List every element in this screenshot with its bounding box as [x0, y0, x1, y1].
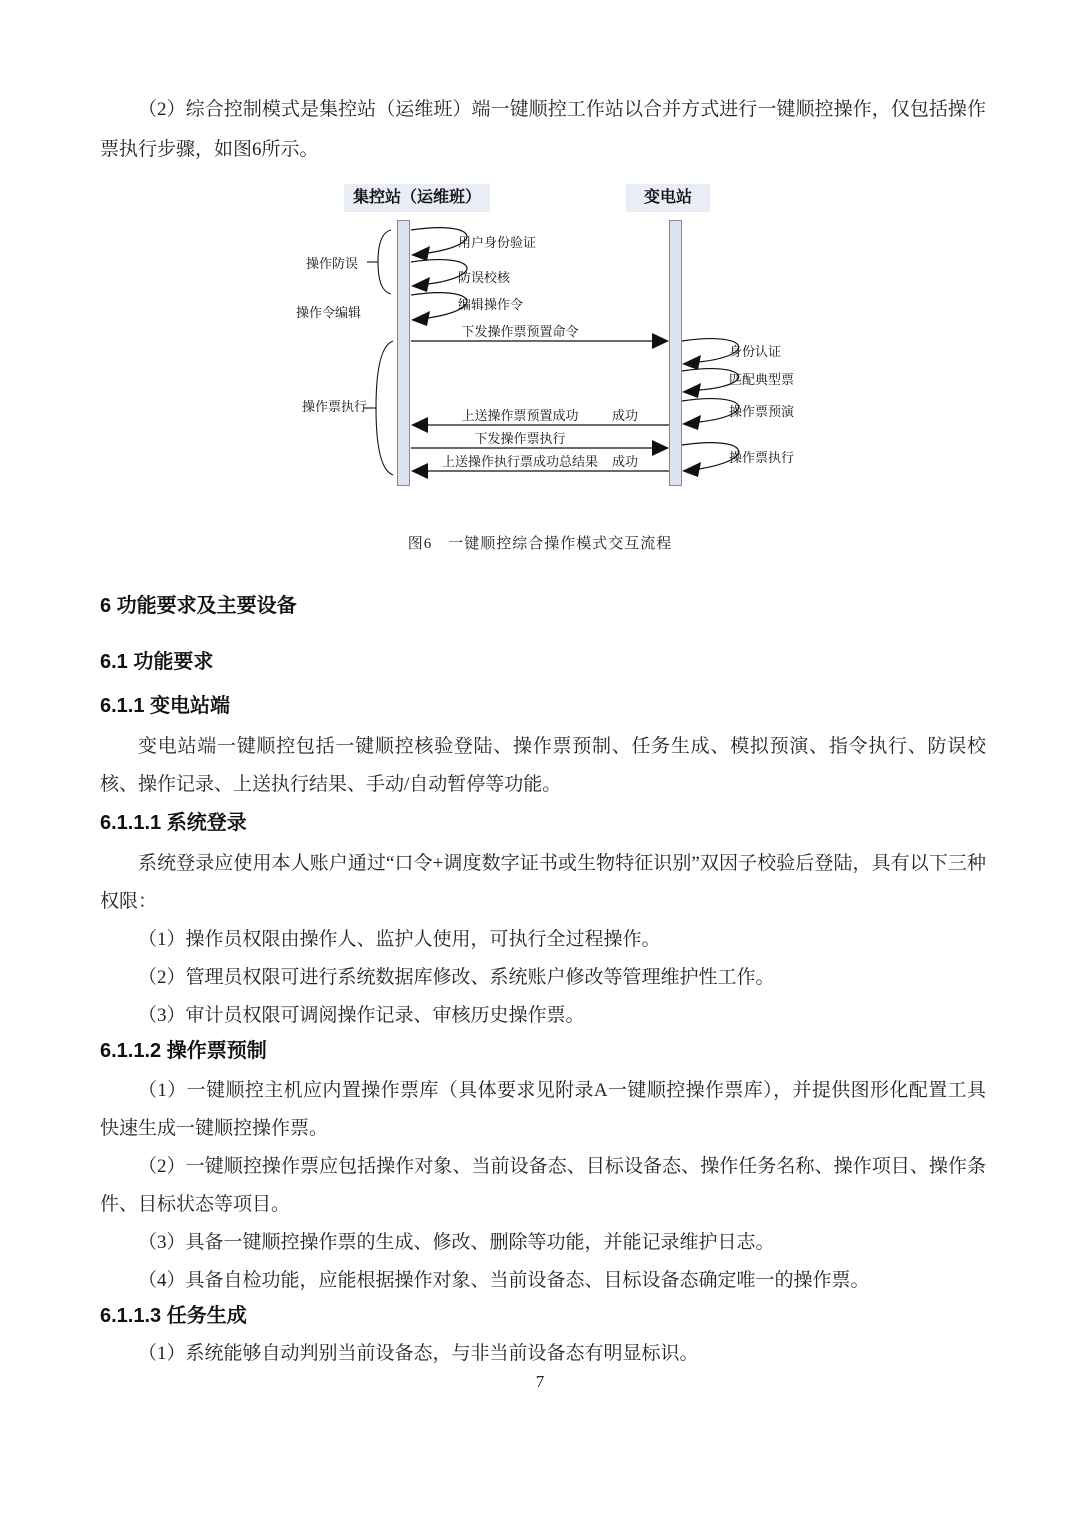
heading-6-1-1-2: 6.1.1.2 操作票预制 — [100, 1040, 267, 1062]
actor-control-station: 集控站（运维班） — [344, 184, 490, 212]
message-send-execute: 下发操作票执行 — [474, 431, 566, 446]
group-label-anti-error: 操作防误 — [306, 256, 359, 271]
intro-paragraph: （2）综合控制模式是集控站（运维班）端一键顺控工作站以合并方式进行一键顺控操作，仅包括操作票执行步骤，如图6所示。 — [100, 99, 986, 160]
list-item: （1）操作员权限由操作人、监护人使用，可执行全过程操作。 — [138, 929, 661, 950]
list-item: （2）一键顺控操作票应包括操作对象、当前设备态、目标设备态、操作任务名称、操作项目、操作条件、目标状态等项目。 — [100, 1156, 986, 1215]
heading-6-1-1-1: 6.1.1.1 系统登录 — [100, 812, 247, 834]
list-item: （2）管理员权限可进行系统数据库修改、系统账户修改等管理维护性工作。 — [138, 967, 775, 988]
self-message-identity-auth: 身份认证 — [729, 344, 782, 359]
group-label-command-edit: 操作令编辑 — [296, 305, 362, 320]
status-success-2: 成功 — [612, 454, 639, 469]
list-item: （1）一键顺控主机应内置操作票库（具体要求见附录A一键顺控操作票库），并提供图形化配置工具快速生成一键顺控操作票。 — [100, 1080, 986, 1139]
heading-6-1: 6.1 功能要求 — [100, 651, 214, 673]
sequence-diagram-figure6 — [280, 178, 850, 528]
self-message-ticket-execute: 操作票执行 — [729, 450, 795, 465]
heading-6: 6 功能要求及主要设备 — [100, 595, 297, 617]
status-success-1: 成功 — [612, 408, 639, 423]
self-message-user-auth: 用户身份验证 — [458, 235, 537, 250]
lifeline-bar-substation — [669, 220, 682, 486]
page-number: 7 — [535, 1372, 545, 1391]
actor-substation: 变电站 — [626, 184, 710, 212]
list-item: （4）具备自检功能，应能根据操作对象、当前设备态、目标设备态确定唯一的操作票。 — [138, 1270, 870, 1291]
list-item: （3）审计员权限可调阅操作记录、审核历史操作票。 — [138, 1005, 585, 1026]
list-item: （1）系统能够自动判别当前设备态，与非当前设备态有明显标识。 — [138, 1343, 699, 1364]
section-content — [100, 585, 986, 1373]
paragraph-6-1-1: 变电站端一键顺控包括一键顺控核验登陆、操作票预制、任务生成、模拟预演、指令执行、防误校核、操作记录、上送执行结果、手动/自动暂停等功能。 — [100, 736, 986, 795]
list-item: （3）具备一键顺控操作票的生成、修改、删除等功能，并能记录维护日志。 — [138, 1232, 775, 1253]
self-message-ticket-preview: 操作票预演 — [729, 404, 795, 419]
self-message-anti-error-check: 防误校核 — [458, 270, 511, 285]
message-report-preset-success: 上送操作票预置成功 — [461, 408, 579, 423]
heading-6-1-1: 6.1.1 变电站端 — [100, 695, 231, 717]
message-report-execute-result: 上送操作执行票成功总结果 — [441, 454, 598, 469]
group-label-ticket-execute: 操作票执行 — [302, 399, 368, 414]
figure6-caption: 图6 一键顺控综合操作模式交互流程 — [407, 536, 673, 552]
self-message-match-typical-ticket: 匹配典型票 — [729, 372, 795, 387]
self-message-edit-command: 编辑操作令 — [458, 297, 524, 312]
paragraph-6-1-1-1: 系统登录应使用本人账户通过“口令+调度数字证书或生物特征识别”双因子校验后登陆，具有以下三种权限： — [100, 853, 986, 912]
message-send-preset-command: 下发操作票预置命令 — [461, 324, 579, 339]
heading-6-1-1-3: 6.1.1.3 任务生成 — [100, 1305, 247, 1327]
